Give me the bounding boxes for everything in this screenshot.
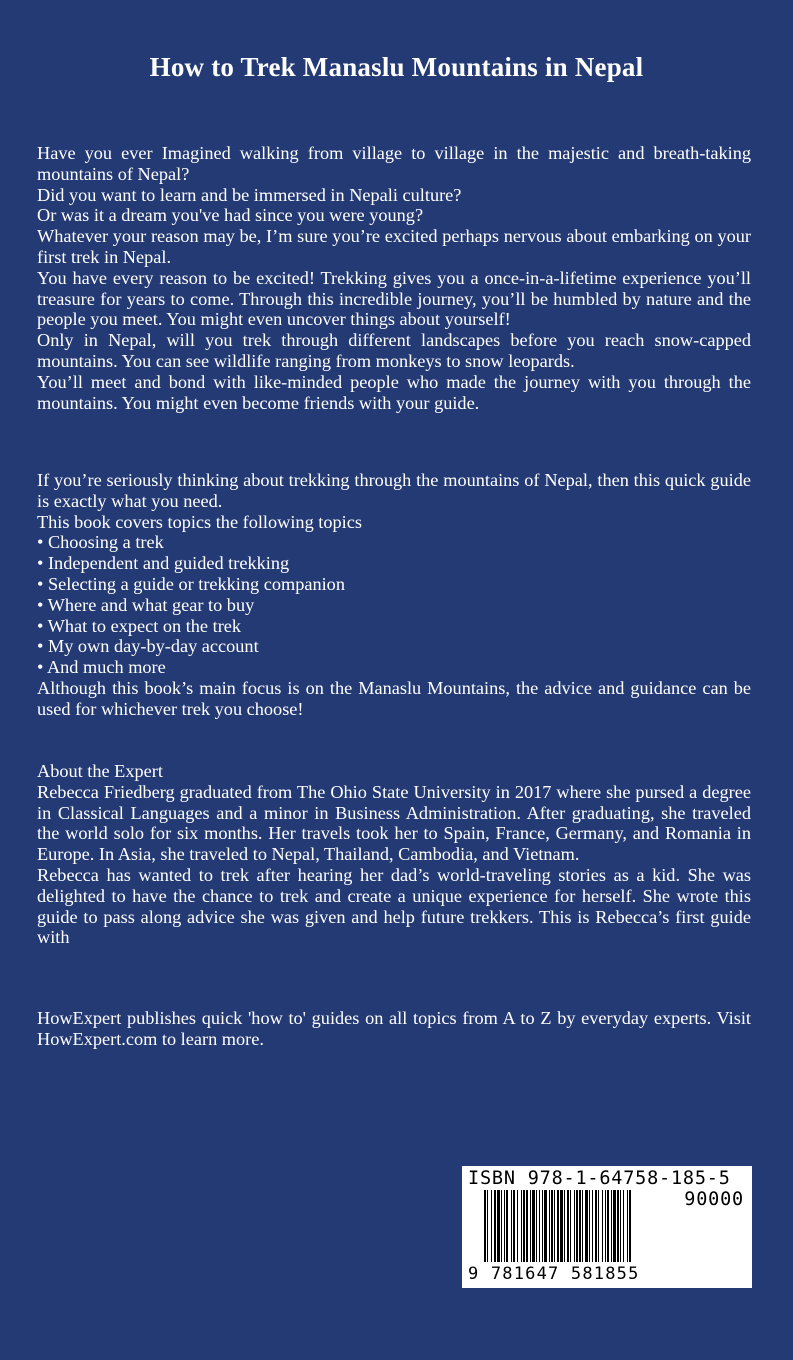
list-item: • Where and what gear to buy [37, 594, 255, 615]
list-item: • And much more [37, 657, 166, 678]
topics-section [37, 470, 751, 720]
topics-lead: If you’re seriously thinking about trekking through the mountains of Nepal, then this quick guide is exactly what you need. [37, 470, 751, 511]
list-item: • My own day-by-day account [37, 636, 259, 657]
intro-paragraph: Only in Nepal, will you trek through different landscapes before you reach snow-capped mountains. You can see wildlife ranging from monkeys to snow leopards. [37, 330, 751, 371]
intro-paragraph: Have you ever Imagined walking from village to village in the majestic and breath-taking mountains of Nepal? [37, 143, 751, 184]
price-code: 90000 [684, 1189, 744, 1210]
publisher-blurb: HowExpert publishes quick 'how to' guides on all topics from A to Z by everyday experts. Visit HowExpert.com to learn more. [37, 1008, 751, 1049]
intro-paragraph: Or was it a dream you've had since you were young? [37, 205, 424, 226]
isbn-label: ISBN 978-1-64758-185-5 [468, 1168, 731, 1189]
topics-closing: Although this book’s main focus is on the Manaslu Mountains, the advice and guidance can be used for whichever trek you choose! [37, 677, 751, 719]
list-item: • What to expect on the trek [37, 615, 242, 636]
list-item: • Selecting a guide or trekking companion [37, 573, 345, 594]
publisher-section [37, 1008, 751, 1050]
isbn-barcode [462, 1166, 752, 1288]
intro-paragraph: Did you want to learn and be immersed in Nepali culture? [37, 184, 462, 205]
about-paragraph: Rebecca Friedberg graduated from The Ohio State University in 2017 where she pursed a degree in Classical Languages and a minor in Business Administration. After graduating, she traveled the world solo for six months. Her travels took her to Spain, France, Germany, and Romania in Europe. In Asia, she traveled to Nepal, Thailand, Cambodia, and Vietnam. [37, 781, 751, 865]
intro-section [37, 143, 751, 413]
about-section [37, 761, 751, 948]
list-item: • Choosing a trek [37, 532, 164, 553]
about-heading: About the Expert [37, 761, 163, 781]
list-item: • Independent and guided trekking [37, 553, 290, 574]
page-title: How to Trek Manaslu Mountains in Nepal [149, 52, 644, 82]
intro-paragraph: You have every reason to be excited! Trekking gives you a once-in-a-lifetime experience you’ll treasure for years to come. Through this incredible journey, you’ll be humbled by nature and the people you meet. You might even uncover things about yourself! [37, 267, 751, 330]
topics-heading: This book covers topics the following topics [37, 511, 362, 532]
about-paragraph: Rebecca has wanted to trek after hearing her dad’s world-traveling stories as a kid. She was delighted to have the chance to trek and create a unique experience for herself. She wrote this guide to pass along advice she was given and help future trekkers. This is Rebecca’s first guide with [37, 864, 751, 948]
ean-digits: 9 781647 581855 [468, 1264, 640, 1284]
intro-paragraph: You’ll meet and bond with like-minded people who made the journey with you through the mountains. You might even become friends with your guide. [37, 371, 751, 413]
intro-paragraph: Whatever your reason may be, I’m sure you’re excited perhaps nervous about embarking on your first trek in Nepal. [37, 226, 751, 267]
